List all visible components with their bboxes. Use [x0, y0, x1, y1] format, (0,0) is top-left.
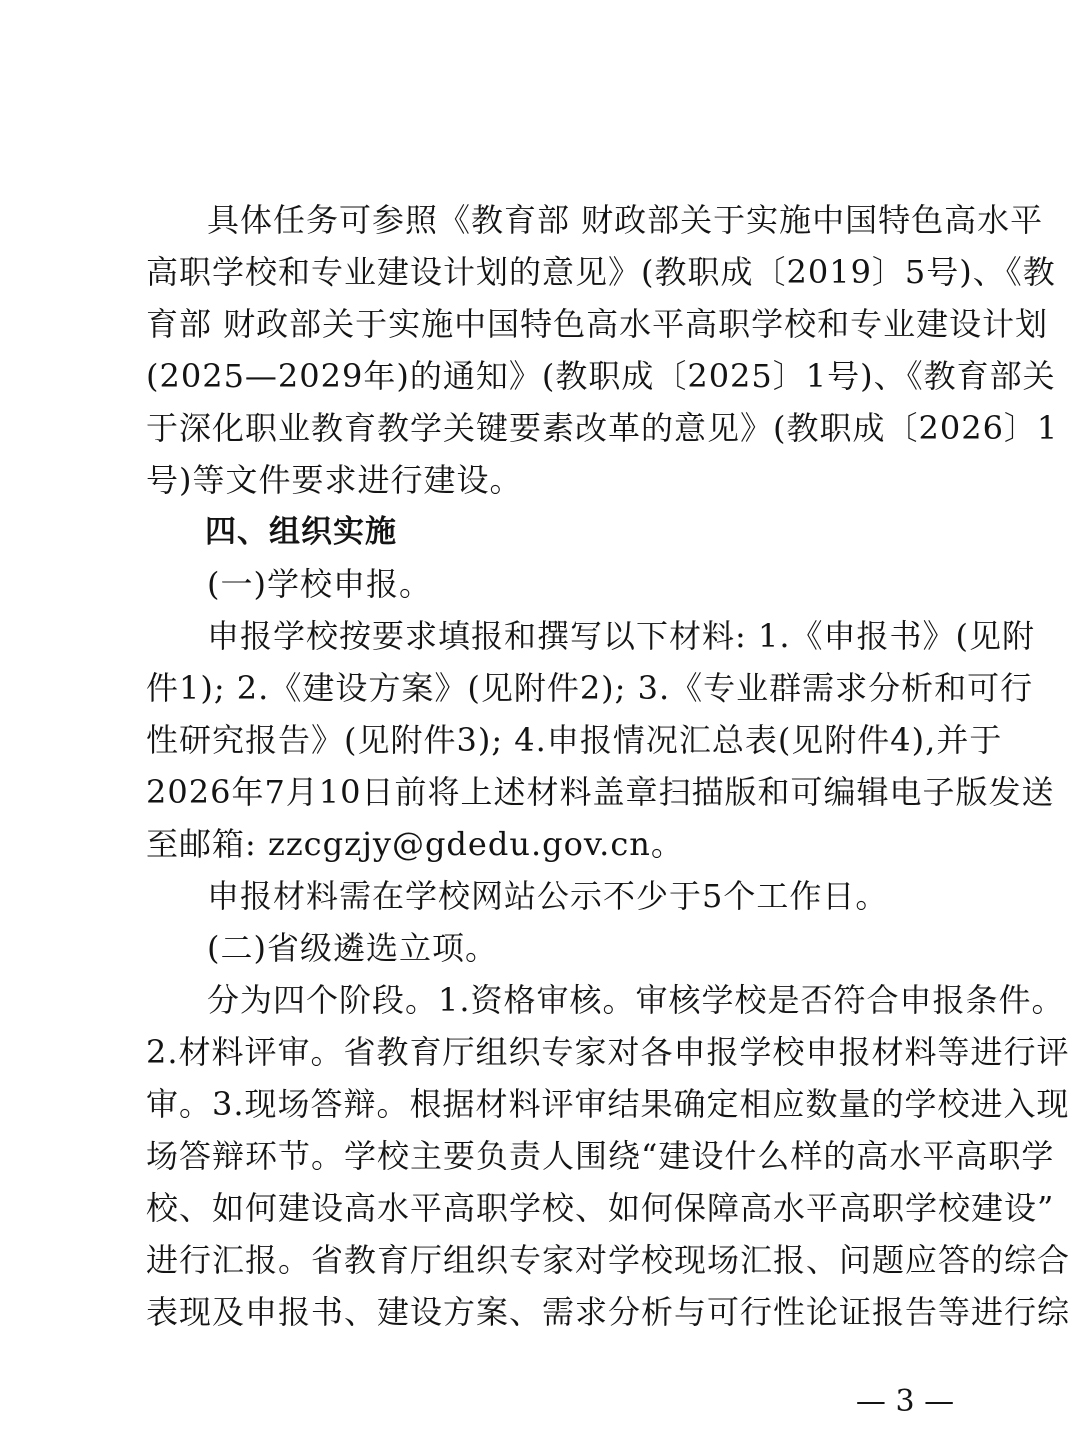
body-line-13: 2.材料评审。省教育厅组织专家对各申报学校申报材料等进行评 [146, 1033, 1070, 1071]
body-line-3: 育部 财政部关于实施中国特色高水平高职学校和专业建设计划 [146, 305, 1049, 343]
subsection-heading-2: (二)省级遴选立项。 [207, 929, 498, 967]
body-line-18: 表现及申报书、建设方案、需求分析与可行性论证报告等进行综 [146, 1293, 1071, 1331]
body-line-7: 申报学校按要求填报和撰写以下材料: 1.《申报书》(见附 [207, 617, 1035, 655]
body-line-4: (2025—2029年)的通知》(教职成〔2025〕1号)、《教育部关 [146, 357, 1056, 395]
body-line-17: 进行汇报。省教育厅组织专家对学校现场汇报、问题应答的综合 [146, 1241, 1071, 1279]
page-number: — 3 — [855, 1384, 955, 1419]
body-line-9: 性研究报告》(见附件3); 4.申报情况汇总表(见附件4),并于 [146, 721, 1003, 759]
body-line-16: 校、如何建设高水平高职学校、如何保障高水平高职学校建设” [146, 1189, 1055, 1227]
body-line-10: 2026年7月10日前将上述材料盖章扫描版和可编辑电子版发送 [146, 773, 1055, 811]
body-line-12: 分为四个阶段。1.资格审核。审核学校是否符合申报条件。 [207, 981, 1065, 1019]
body-line-6: 号)等文件要求进行建设。 [146, 461, 523, 499]
section-heading: 四、组织实施 [205, 514, 397, 550]
body-line-2: 高职学校和专业建设计划的意见》(教职成〔2019〕5号)、《教 [146, 253, 1056, 291]
email-line: 至邮箱: zzcgzjy@gdedu.gov.cn。 [146, 825, 684, 863]
body-line-1: 具体任务可参照《教育部 财政部关于实施中国特色高水平 [207, 201, 1044, 239]
body-line-14: 审。3.现场答辩。根据材料评审结果确定相应数量的学校进入现 [146, 1085, 1070, 1123]
body-line-5: 于深化职业教育教学关键要素改革的意见》(教职成〔2026〕1 [146, 409, 1059, 447]
body-line-15: 场答辩环节。学校主要负责人围绕“建设什么样的高水平高职学 [146, 1137, 1055, 1175]
body-line-11: 申报材料需在学校网站公示不少于5个工作日。 [207, 877, 889, 915]
subsection-heading-1: (一)学校申报。 [207, 565, 432, 603]
body-line-8: 件1); 2.《建设方案》(见附件2); 3.《专业群需求分析和可行 [146, 669, 1034, 707]
